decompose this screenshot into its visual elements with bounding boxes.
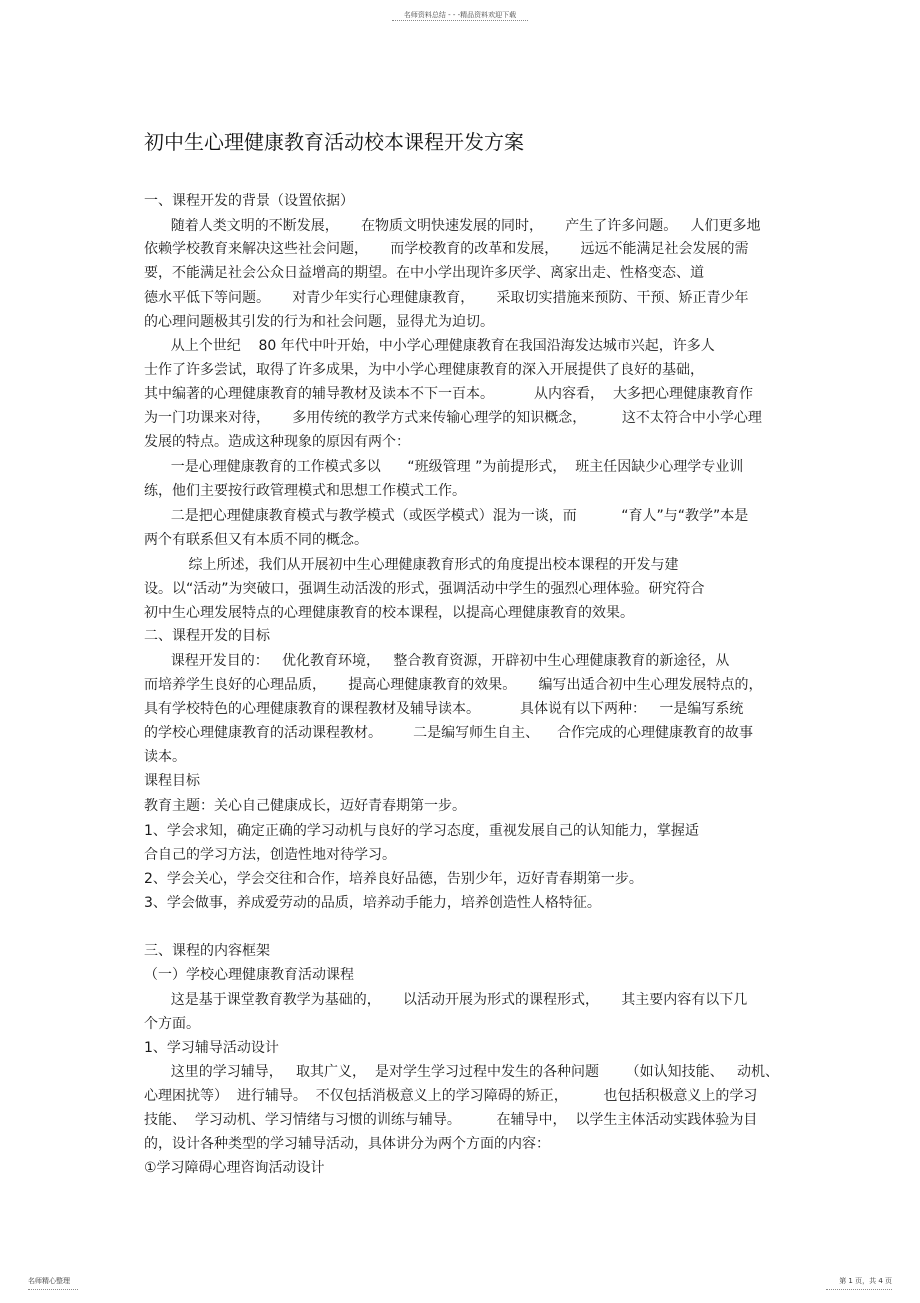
body-line: 二是把心理健康教育模式与教学模式（或医学模式）混为一谈，而 “育人”与“教学”本是 <box>144 508 749 524</box>
body-line: 个方面。 <box>144 1016 200 1032</box>
footer-dotted-rule-left <box>28 1289 78 1290</box>
body-line: 一是心理健康教育的工作模式多以 “班级管理 ”为前提形式， 班主任因缺少心理学专业训 <box>144 459 744 475</box>
subsection-heading: （一）学校心理健康教育活动课程 <box>144 967 354 983</box>
body-line: 这里的学习辅导， 取其广义， 是对学生学习过程中发生的各种问题 （如认知技能、 动机、 <box>144 1064 780 1080</box>
subsection-heading: 1、学习辅导活动设计 <box>144 1040 279 1056</box>
body-line: 合自己的学习方法，创造性地对待学习。 <box>144 847 396 863</box>
body-line: 士作了许多尝试，取得了许多成果，为中小学心理健康教育的深入开展提供了良好的基础， <box>144 362 704 378</box>
body-line: 两个有联系但又有本质不同的概念。 <box>144 532 368 548</box>
body-line: 而培养学生良好的心理品质， 提高心理健康教育的效果。 编写出适合初中生心理发展特点的， <box>144 677 763 693</box>
body-line: 练，他们主要按行政管理模式和思想工作模式工作。 <box>144 483 466 499</box>
body-line: 发展的特点。造成这种现象的原因有两个： <box>144 434 410 450</box>
footer-dotted-rule-right <box>826 1289 892 1290</box>
list-item: 3、学会做事，养成爱劳动的品质，培养动手能力，培养创造性人格特征。 <box>144 895 601 911</box>
subsection-heading: 课程目标 <box>144 773 200 789</box>
body-line: 综上所述，我们从开展初中生心理健康教育形式的角度提出校本课程的开发与建 <box>144 557 679 573</box>
body-line: 课程开发目的： 优化教育环境， 整合教育资源，开辟初中生心理健康教育的新途径，从 <box>144 653 730 669</box>
body-line: ①学习障碍心理咨询活动设计 <box>144 1160 325 1176</box>
body-line: 读本。 <box>144 749 186 765</box>
body-line: 技能、 学习动机、学习情绪与习惯的训练与辅导。 在辅导中， 以学生主体活动实践体验为目 <box>144 1112 758 1128</box>
body-line: 随着人类文明的不断发展， 在物质文明快速发展的同时， 产生了许多问题。 人们更多地 <box>144 218 761 234</box>
body-line: 德水平低下等问题。 对青少年实行心理健康教育， 采取切实措施来预防、干预、矫正青少年 <box>144 290 749 306</box>
body-line: 心理困扰等） 进行辅导。 不仅包括消极意义上的学习障碍的矫正， 也包括积极意义上的学习 <box>144 1088 758 1104</box>
body-line: 一、课程开发的背景（设置依据） <box>144 193 354 209</box>
list-item: 1、学会求知，确定正确的学习动机与良好的学习态度，重视发展自己的认知能力，掌握适 <box>144 823 699 839</box>
body-line: 要，不能满足社会公众日益增高的期望。在中小学出现许多厌学、离家出走、性格变态、道 <box>144 265 704 281</box>
document-title: 初中生心理健康教育活动校本课程开发方案 <box>144 130 524 154</box>
body-line: 的学校心理健康教育的活动课程教材。 二是编写师生自主、 合作完成的心理健康教育的故事 <box>144 725 753 741</box>
list-item: 2、学会关心，学会交往和合作，培养良好品德，告别少年，迈好青春期第一步。 <box>144 871 643 887</box>
page-number: 第 1 页，共 4 页 <box>839 1277 892 1285</box>
header-dotted-rule <box>392 20 528 23</box>
body-line: 其中编著的心理健康教育的辅导教材及读本不下一百本。 从内容看， 大多把心理健康教育作 <box>144 386 753 402</box>
body-line: 这是基于课堂教育教学为基础的， 以活动开展为形式的课程形式， 其主要内容有以下几 <box>144 992 748 1008</box>
body-line: 为一门功课来对待， 多用传统的教学方式来传输心理学的知识概念， 这不太符合中小学心理 <box>144 410 762 426</box>
section-heading: 二、课程开发的目标 <box>144 628 270 644</box>
body-line: 从上个世纪 80 年代中叶开始，中小学心理健康教育在我国沿海发达城市兴起，许多人 <box>144 338 715 354</box>
body-line: 初中生心理发展特点的心理健康教育的校本课程，以提高心理健康教育的效果。 <box>144 605 634 621</box>
page-header-text: 名师资料总结 - - -精品资料欢迎下载 <box>403 11 517 19</box>
footer-left-text: 名师精心整理 <box>28 1277 70 1285</box>
body-line: 设。以“活动”为突破口，强调生动活泼的形式，强调活动中学生的强烈心理体验。研究符合 <box>144 581 705 597</box>
body-line: 依赖学校教育来解决这些社会问题， 而学校教育的改革和发展， 远远不能满足社会发展的需 <box>144 241 749 257</box>
body-line: 的心理问题极其引发的行为和社会问题，显得尤为迫切。 <box>144 314 494 330</box>
section-heading: 三、课程的内容框架 <box>144 943 270 959</box>
body-line: 具有学校特色的心理健康教育的课程教材及辅导读本。 具体说有以下两种： 一是编写系统 <box>144 701 744 717</box>
body-line: 教育主题：关心自己健康成长，迈好青春期第一步。 <box>144 798 466 814</box>
body-line: 的，设计各种类型的学习辅导活动，具体讲分为两个方面的内容： <box>144 1136 550 1152</box>
